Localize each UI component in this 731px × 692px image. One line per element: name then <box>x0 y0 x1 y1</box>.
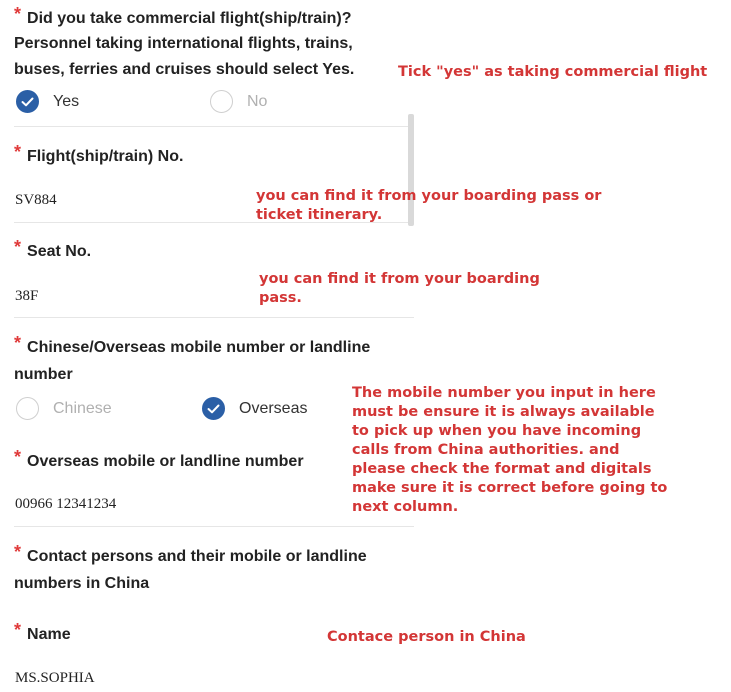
radio-chinese-label: Chinese <box>53 399 112 417</box>
required-mark: * <box>14 237 22 257</box>
radio-empty-icon <box>210 90 233 113</box>
annotation-tick-yes: Tick "yes" as taking commercial flight <box>398 64 708 80</box>
radio-overseas-label: Overseas <box>239 399 308 417</box>
annotation-seat-no: you can find it from your boarding pass. <box>259 271 540 306</box>
phone-type-label: * Chinese/Overseas mobile number or landline number <box>14 333 371 383</box>
check-icon <box>16 90 39 113</box>
divider <box>14 126 414 127</box>
required-mark: * <box>14 447 22 467</box>
contact-name-label: * Name <box>14 620 71 643</box>
radio-no[interactable] <box>210 90 267 113</box>
required-mark: * <box>14 620 22 640</box>
radio-yes-label: Yes <box>53 92 80 110</box>
flight-no-label: * Flight(ship/train) No. <box>14 142 184 165</box>
overseas-phone-input[interactable]: 00966 12341234 <box>15 496 117 512</box>
radio-overseas[interactable] <box>202 397 307 420</box>
radio-no-label: No <box>247 92 268 110</box>
commercial-flight-help-text: Personnel taking international flights, trains, buses, ferries and cruises should select Yes. <box>14 35 355 78</box>
required-mark: * <box>14 142 22 162</box>
required-mark: * <box>14 542 22 562</box>
overseas-phone-label: * Overseas mobile or landline number <box>14 447 304 470</box>
divider <box>14 526 414 527</box>
radio-chinese[interactable] <box>16 397 112 420</box>
contact-name-input[interactable]: MS.SOPHIA <box>15 670 95 686</box>
check-icon <box>202 397 225 420</box>
radio-yes[interactable] <box>16 90 79 113</box>
required-mark: * <box>14 4 22 24</box>
seat-no-label: * Seat No. <box>14 237 92 260</box>
annotation-mobile-number: The mobile number you input in here must be ensure it is always available to pick up when you have incoming calls from China authorities. and please check the format and digitals make sure it is correct before going to next column. <box>352 385 668 515</box>
contact-persons-label: * Contact persons and their mobile or landline numbers in China <box>14 542 367 592</box>
commercial-flight-question-label: * Did you take commercial flight(ship/train)? <box>14 4 352 27</box>
radio-empty-icon <box>16 397 39 420</box>
flight-no-input[interactable]: SV884 <box>15 192 57 208</box>
annotation-flight-no: you can find it from your boarding pass or ticket itinerary. <box>256 188 602 223</box>
required-mark: * <box>14 333 22 353</box>
seat-no-input[interactable]: 38F <box>15 288 39 304</box>
annotation-contact-person: Contace person in China <box>327 629 526 645</box>
divider <box>14 317 414 318</box>
